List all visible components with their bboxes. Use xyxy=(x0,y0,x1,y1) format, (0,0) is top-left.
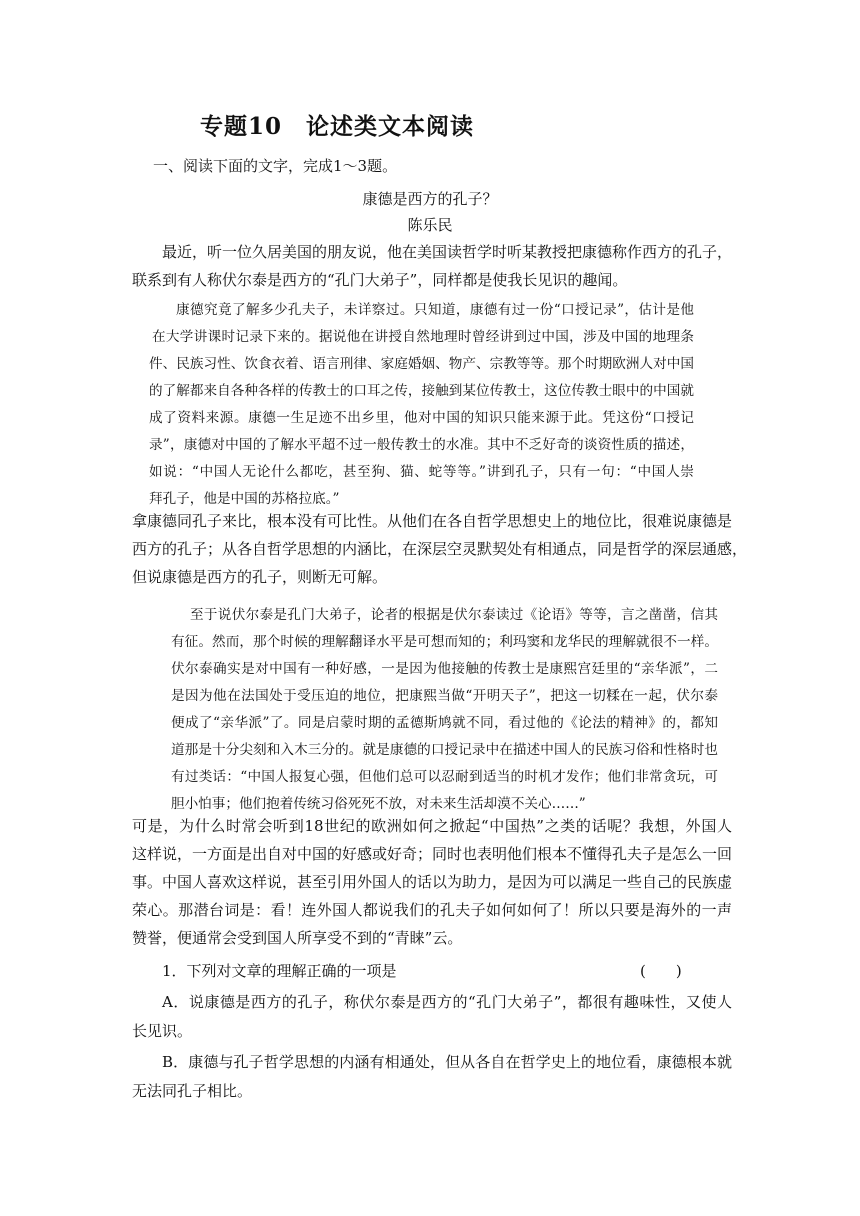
text-line: 道那是十分尖刻和入木三分的。就是康德的口授记录中在描述中国人的民族习俗和性格时也 xyxy=(171,742,718,758)
text-line: 胆小怕事；他们抱着传统习俗死死不放，对未来生活却漠不关心……” xyxy=(171,796,586,812)
article-author: 陈乐民 xyxy=(407,216,453,234)
option-a-line: A．说康德是西方的孔子，称伏尔泰是西方的“孔门大弟子”，都很有趣味性，又使人 xyxy=(162,993,732,1011)
text-line: 有过类话：“中国人报复心强，但他们总可以忍耐到适当的时机才发作；他们非常贪玩，可 xyxy=(171,769,718,785)
answer-parentheses: ( ) xyxy=(640,962,682,980)
quoted-passage-1 xyxy=(149,297,694,513)
paragraph-3 xyxy=(132,812,732,952)
page-title: 专题10 论述类文本阅读 xyxy=(200,113,475,140)
text-line: 康德究竟了解多少孔夫子，未详察过。只知道，康德有过一份“口授记录”，估计是他 xyxy=(176,302,694,318)
text-line: 拿康德同孔子来比，根本没有可比性。从他们在各自哲学思想史上的地位比，很难说康德是 xyxy=(132,512,733,530)
text-line: 是因为他在法国处于受压迫的地位，把康熙当做“开明天子”，把这一切糅在一起，伏尔泰 xyxy=(171,688,718,704)
quoted-passage-2 xyxy=(171,602,718,818)
text-line: 在大学讲课时记录下来的。据说他在讲授自然地理时曾经讲到过中国，涉及中国的地理条 xyxy=(152,329,694,345)
text-line: 便成了“亲华派”了。同是启蒙时期的孟德斯鸠就不同，看过他的《论法的精神》的，都知 xyxy=(171,715,718,731)
text-line: 录”，康德对中国的了解水平超不过一般传教士的水准。其中不乏好奇的谈资性质的描述， xyxy=(149,437,694,453)
text-line: 事。中国人喜欢这样说，甚至引用外国人的话以为助力，是因为可以满足一些自己的民族虚 xyxy=(132,873,733,891)
text-line: 最近，听一位久居美国的朋友说，他在美国读哲学时听某教授把康德称作西方的孔子， xyxy=(162,243,733,261)
text-line: 西方的孔子；从各自哲学思想的内涵比，在深层空灵默契处有相通点，同是哲学的深层通感， xyxy=(132,540,748,558)
text-line: 件、民族习性、饮食衣着、语言刑律、家庭婚姻、物产、宗教等等。那个时期欧洲人对中国 xyxy=(149,356,694,372)
text-line: 联系到有人称伏尔泰是西方的“孔门大弟子”，同样都是使我长见识的趣闻。 xyxy=(132,271,628,289)
option-b-line: B．康德与孔子哲学思想的内涵有相通处，但从各自在哲学史上的地位看，康德根本就 xyxy=(162,1053,732,1071)
text-line: 的了解都来自各种各样的传教士的口耳之传，接触到某位传教士，这位传教士眼中的中国就 xyxy=(149,383,694,399)
paragraph-2 xyxy=(132,507,748,591)
text-line: 可是，为什么时常会听到18世纪的欧洲如何之掀起“中国热”之类的话呢？我想，外国人 xyxy=(132,817,732,835)
text-line: 拜孔子，他是中国的苏格拉底。” xyxy=(149,491,340,507)
option-a xyxy=(132,988,732,1046)
text-line: 成了资料来源。康德一生足迹不出乡里，他对中国的知识只能来源于此。凭这份“口授记 xyxy=(149,410,694,426)
question-stem: 1．下列对文章的理解正确的一项是 xyxy=(162,962,397,980)
reading-instruction: 一、阅读下面的文字，完成1～3题。 xyxy=(153,157,398,175)
option-b xyxy=(132,1048,732,1106)
text-line: 至于说伏尔泰是孔门大弟子，论者的根据是伏尔泰读过《论语》等等，言之凿凿，信其 xyxy=(190,607,718,623)
article-title: 康德是西方的孔子？ xyxy=(362,190,498,208)
text-line: 但说康德是西方的孔子，则断无可解。 xyxy=(132,568,388,586)
option-a-line: 长见识。 xyxy=(132,1022,193,1040)
text-line: 伏尔泰确实是对中国有一种好感，一是因为他接触的传教士是康熙宫廷里的“亲华派”，二 xyxy=(171,661,718,677)
text-line: 赞誉，便通常会受到国人所享受不到的“青睐”云。 xyxy=(132,929,463,947)
text-line: 有征。然而，那个时候的理解翻译水平是可想而知的；利玛窦和龙华民的理解就很不一样。 xyxy=(171,634,718,650)
text-line: 如说：“中国人无论什么都吃，甚至狗、猫、蛇等等。”讲到孔子，只有一句：“中国人崇 xyxy=(149,464,694,480)
text-line: 这样说，一方面是出自对中国的好感或好奇；同时也表明他们根本不懂得孔夫子是怎么一回 xyxy=(132,845,733,863)
option-b-line: 无法同孔子相比。 xyxy=(132,1082,253,1100)
text-line: 荣心。那潜台词是：看！连外国人都说我们的孔夫子如何如何了！所以只要是海外的一声 xyxy=(132,901,732,919)
paragraph-1 xyxy=(132,238,732,294)
